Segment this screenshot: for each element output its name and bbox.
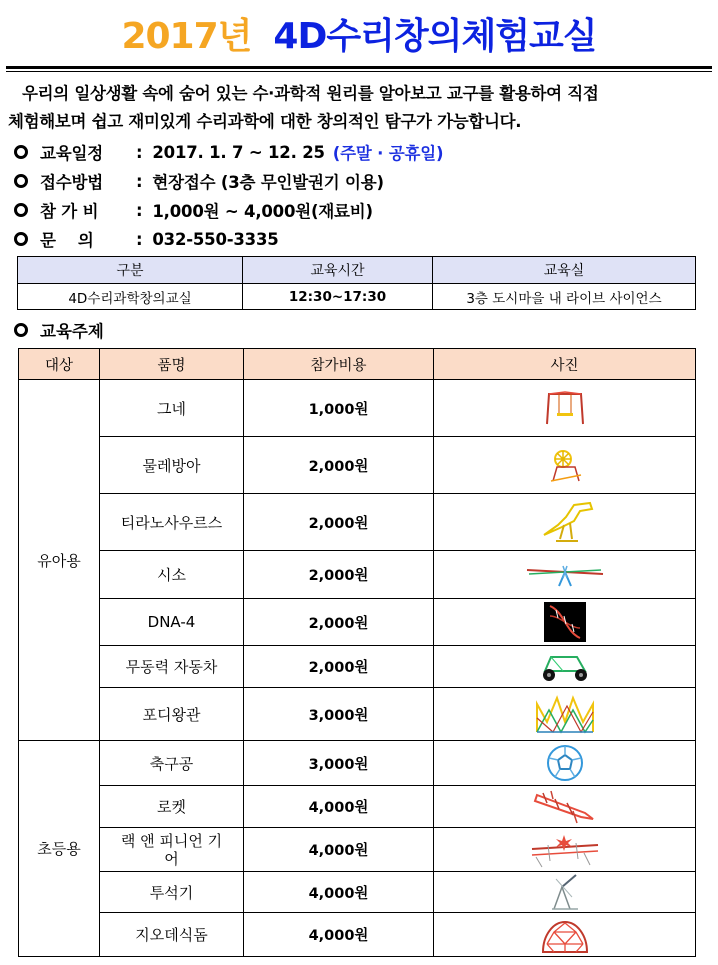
summary-cell-category: 4D수리과학창의교실 [18, 284, 243, 310]
table-row [19, 646, 696, 688]
table-row [19, 872, 696, 913]
item-price: 4,000원 [244, 828, 434, 872]
item-price: 4,000원 [244, 786, 434, 828]
geodesic-dome-model-icon [540, 916, 590, 954]
item-photo [434, 872, 696, 913]
table-row [19, 551, 696, 599]
item-price: 2,000원 [244, 646, 434, 688]
circle-bullet-icon [14, 203, 28, 217]
item-price: 2,000원 [244, 494, 434, 551]
table-row [19, 741, 696, 786]
rocket-model-icon [533, 789, 597, 825]
table-row [19, 437, 696, 494]
catapult-model-icon [548, 873, 582, 911]
circle-bullet-icon [14, 174, 28, 188]
table-row [19, 913, 696, 957]
table-row [19, 599, 696, 646]
item-photo [434, 437, 696, 494]
item-photo [434, 551, 696, 599]
item-photo [434, 741, 696, 786]
group-cell-preschool: 유아용 [19, 380, 100, 741]
item-price: 3,000원 [244, 741, 434, 786]
item-photo [434, 786, 696, 828]
swing-model-icon [543, 390, 587, 426]
item-price: 2,000원 [244, 437, 434, 494]
rack-pinion-model-icon [528, 831, 602, 869]
topics-heading [14, 318, 104, 342]
item-price: 3,000원 [244, 688, 434, 741]
reception-value: 현장접수 (3층 무인발권기 이용) [152, 173, 384, 192]
table-row [19, 828, 696, 872]
item-photo [434, 646, 696, 688]
item-photo [434, 913, 696, 957]
topics-header-row [19, 349, 696, 380]
item-photo [434, 494, 696, 551]
info-schedule: 교육일정 : 2017. 1. 7 ~ 12. 25 (주말 · 공휴일) [14, 138, 714, 166]
topics-header-target: 대상 [19, 349, 100, 380]
table-row [19, 494, 696, 551]
page-title [0, 2, 718, 64]
item-name: 시소 [100, 551, 244, 599]
circle-bullet-icon [14, 323, 28, 337]
summary-cell-room: 3층 도시마을 내 라이브 사이언스 [433, 284, 696, 310]
contact-value: 032-550-3335 [152, 229, 279, 249]
dna-model-icon [544, 602, 586, 642]
topics-header-photo: 사진 [434, 349, 696, 380]
topics-header-price: 참가비용 [244, 349, 434, 380]
summary-header-time: 교육시간 [243, 257, 433, 284]
topics-header-item: 품명 [100, 349, 244, 380]
table-row [19, 688, 696, 741]
soccer-ball-model-icon [545, 743, 585, 783]
contact-label: 문 의 [40, 231, 94, 250]
topics-heading-text: 교육주제 [40, 322, 104, 341]
fee-label: 참 가 비 [40, 202, 99, 221]
item-photo [434, 599, 696, 646]
item-photo [434, 380, 696, 437]
info-contact: 문 의 : 032-550-3335 [14, 225, 714, 253]
item-name: 물레방아 [100, 437, 244, 494]
intro-line-2: 체험해보며 쉽고 재미있게 수리과학에 대한 창의적인 탐구가 가능합니다. [8, 112, 522, 131]
item-name: 로켓 [100, 786, 244, 828]
item-price: 4,000원 [244, 913, 434, 957]
intro-text [8, 80, 710, 136]
group-cell-elementary: 초등용 [19, 741, 100, 957]
car-model-icon [537, 651, 593, 683]
schedule-note: (주말 · 공휴일) [332, 144, 444, 163]
title-name: 4D수리창의체험교실 [273, 15, 597, 57]
info-fee: 참 가 비 : 1,000원 ~ 4,000원(재료비) [14, 196, 714, 224]
title-rule [6, 66, 712, 69]
item-name: 랙 앤 피니언 기어 [100, 828, 244, 872]
item-name: 그네 [100, 380, 244, 437]
item-name: 축구공 [100, 741, 244, 786]
summary-table [17, 256, 696, 310]
item-name: 무동력 자동차 [100, 646, 244, 688]
table-row [19, 380, 696, 437]
summary-row [18, 284, 696, 310]
summary-header-category: 구분 [18, 257, 243, 284]
schedule-value: 2017. 1. 7 ~ 12. 25 [152, 142, 325, 162]
item-photo [434, 828, 696, 872]
item-name: 투석기 [100, 872, 244, 913]
crown-model-icon [533, 692, 597, 736]
summary-cell-time: 12:30~17:30 [243, 284, 433, 310]
circle-bullet-icon [14, 232, 28, 246]
tyrannosaurus-model-icon [534, 499, 596, 545]
item-name: 지오데식돔 [100, 913, 244, 957]
topics-table [18, 348, 696, 957]
intro-line-1: 우리의 일상생활 속에 숨어 있는 수·과학적 원리를 알아보고 교구를 활용하여 직접 [22, 84, 599, 103]
title-rule-thin [6, 71, 712, 72]
title-year: 2017년 [121, 15, 252, 57]
item-price: 2,000원 [244, 551, 434, 599]
item-name: DNA-4 [100, 599, 244, 646]
item-name: 티라노사우르스 [100, 494, 244, 551]
reception-label: 접수방법 [40, 173, 103, 192]
item-name: 포디왕관 [100, 688, 244, 741]
item-price: 4,000원 [244, 872, 434, 913]
waterwheel-model-icon [545, 445, 585, 485]
circle-bullet-icon [14, 145, 28, 159]
item-price: 2,000원 [244, 599, 434, 646]
item-photo [434, 688, 696, 741]
info-reception: 접수방법 : 현장접수 (3층 무인발권기 이용) [14, 167, 714, 195]
schedule-label: 교육일정 [40, 144, 103, 163]
seesaw-model-icon [523, 560, 607, 590]
item-price: 1,000원 [244, 380, 434, 437]
summary-header-row [18, 257, 696, 284]
fee-value: 1,000원 ~ 4,000원(재료비) [152, 202, 373, 221]
summary-header-room: 교육실 [433, 257, 696, 284]
table-row [19, 786, 696, 828]
